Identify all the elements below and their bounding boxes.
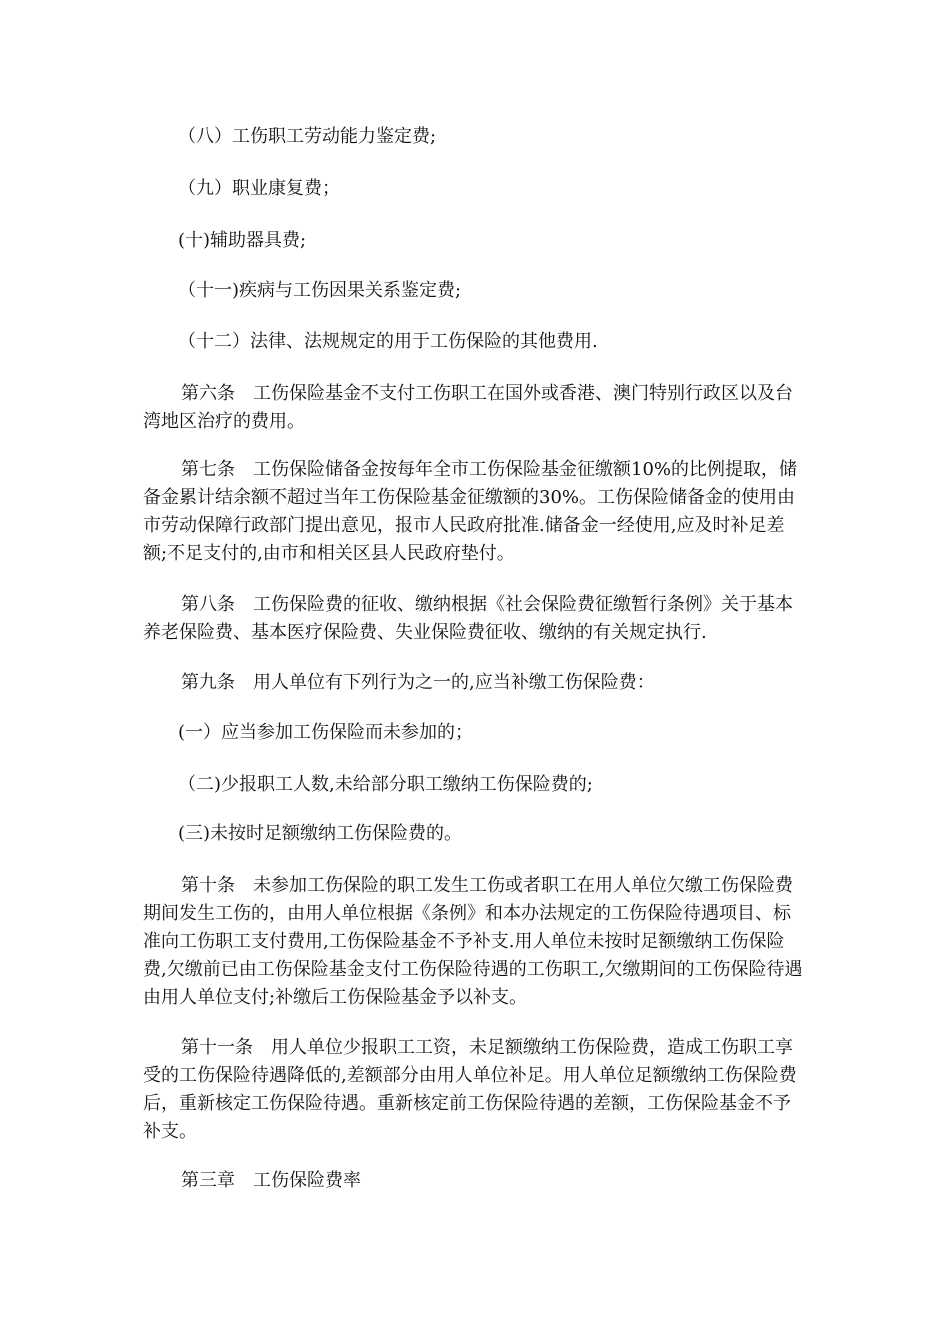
- article-ten: 第十条 未参加工伤保险的职工发生工伤或者职工在用人单位欠缴工伤保险费期间发生工伤的，由用人单位根据《条例》和本办法规定的工伤保险待遇项目、标准向工伤职工支付费用,工伤保险基金不予补支.用人单位未按时足额缴纳工伤保险费,欠缴前已由工伤保险基金支付工伤保险待遇的工伤职工,欠缴期间的工伤保险待遇由用人单位支付;补缴后工伤保险基金予以补支。: [143, 875, 803, 1008]
- article-eight: 第八条 工伤保险费的征收、缴纳根据《社会保险费征缴暂行条例》关于基本养老保险费、基本医疗保险费、失业保险费征收、缴纳的有关规定执行.: [143, 594, 793, 643]
- article-seven: 第七条 工伤保险储备金按每年全市工伤保险基金征缴额10%的比例提取，储备金累计结余额不超过当年工伤保险基金征缴额的30%。工伤保险储备金的使用由市劳动保障行政部门提出意见，报市人民政府批准.储备金一经使用,应及时补足差额;不足支付的,由市和相关区县人民政府垫付。: [143, 459, 798, 564]
- chapter-three-heading: 第三章 工伤保险费率: [181, 1170, 361, 1191]
- article-nine: 第九条 用人单位有下列行为之一的,应当补缴工伤保险费：: [181, 672, 655, 693]
- list-item-twelve: （十二）法律、法规规定的用于工伤保险的其他费用.: [178, 331, 598, 352]
- article-nine-item-three: (三)未按时足额缴纳工伤保险费的。: [178, 823, 463, 844]
- list-item-ten: (十)辅助器具费;: [178, 230, 307, 251]
- article-eleven: 第十一条 用人单位少报职工工资，未足额缴纳工伤保险费，造成工伤职工享受的工伤保险待遇降低的,差额部分由用人单位补足。用人单位足额缴纳工伤保险费后，重新核定工伤保险待遇。重新核定前工伤保险待遇的差额，工伤保险基金不予补支。: [143, 1037, 797, 1142]
- article-nine-item-one: (一）应当参加工伤保险而未参加的；: [178, 722, 474, 743]
- article-six: 第六条 工伤保险基金不支付工伤职工在国外或香港、澳门特别行政区以及台湾地区治疗的费用。: [143, 383, 793, 432]
- article-nine-item-two: （二)少报职工人数,未给部分职工缴纳工伤保险费的;: [178, 774, 593, 795]
- list-item-nine: （九）职业康复费；: [178, 178, 340, 199]
- list-item-eleven: （十一)疾病与工伤因果关系鉴定费;: [178, 280, 462, 301]
- list-item-eight: （八）工伤职工劳动能力鉴定费;: [178, 126, 437, 147]
